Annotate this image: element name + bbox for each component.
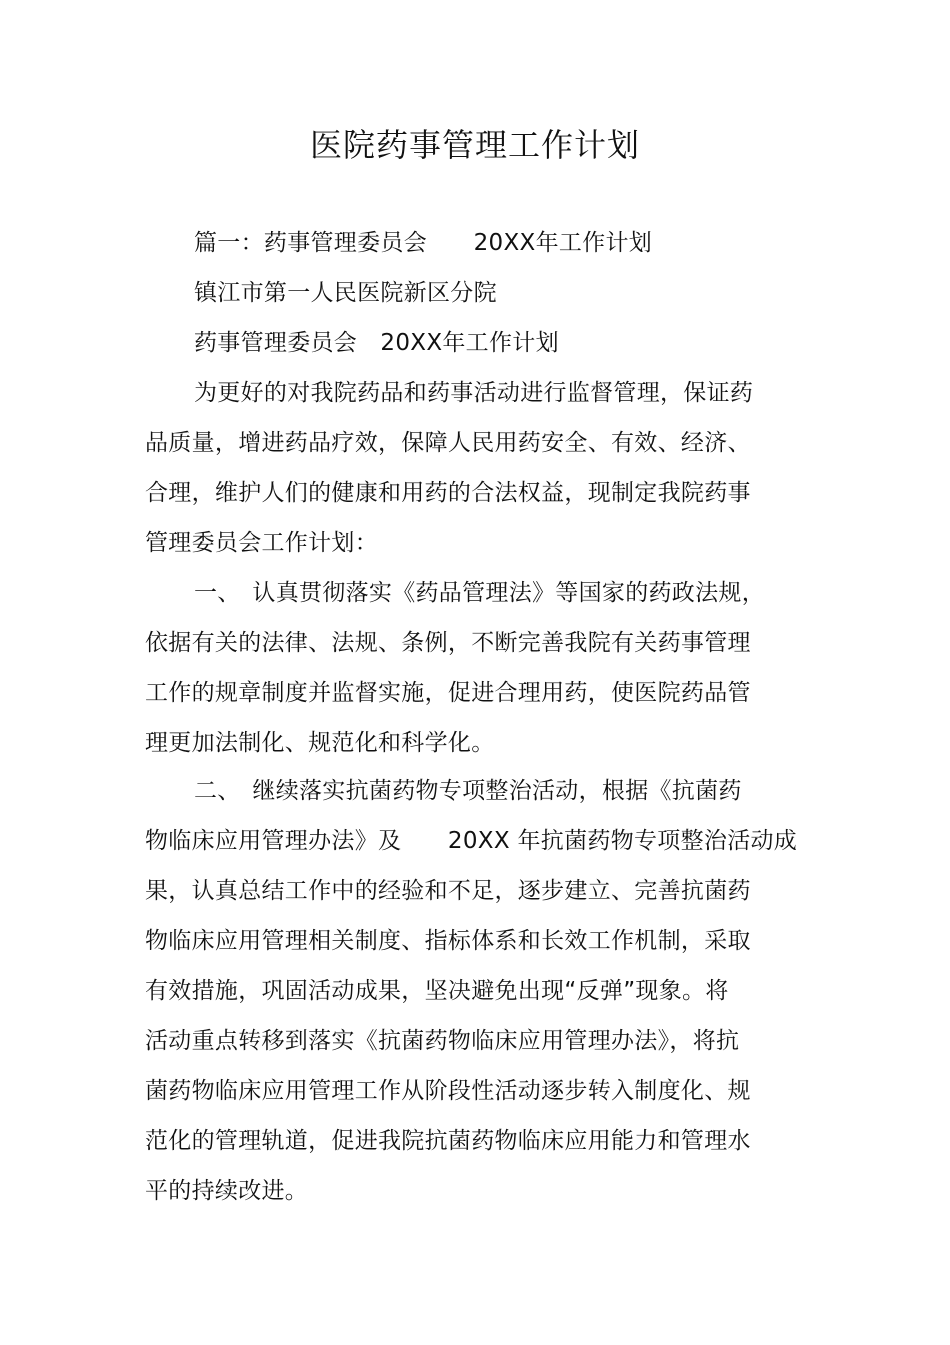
text-line: 工作的规章制度并监督实施，促进合理用药，使医院药品管 [145,680,751,706]
text-line: 合理，维护人们的健康和用药的合法权益，现制定我院药事 [145,480,751,506]
text-line: 二、 继续落实抗菌药物专项整治活动，根据《抗菌药 [194,778,742,804]
text-line: 一、 认真贯彻落实《药品管理法》等国家的药政法规， [194,580,765,606]
text-line: 果，认真总结工作中的经验和不足，逐步建立、完善抗菌药 [145,878,751,904]
text-line: 有效措施，巩固活动成果，坚决避免出现“反弹”现象。将 [145,978,729,1004]
text-line: 依据有关的法律、法规、条例，不断完善我院有关药事管理 [145,630,751,656]
text-line: 品质量，增进药品疗效，保障人民用药安全、有效、经济、 [145,430,751,456]
text-line: 平的持续改进。 [145,1178,309,1204]
document-title: 医院药事管理工作计划 [309,126,640,164]
text-line: 活动重点转移到落实《抗菌药物临床应用管理办法》，将抗 [145,1028,740,1054]
text-line: 为更好的对我院药品和药事活动进行监督管理，保证药 [194,380,754,406]
text-line: 镇江市第一人民医院新区分院 [194,280,497,306]
text-line: 药事管理委员会 20XX年工作计划 [194,330,559,356]
text-line: 篇一：药事管理委员会 20XX年工作计划 [194,230,653,256]
text-line: 物临床应用管理办法》及 20XX 年抗菌药物专项整治活动成 [145,828,798,854]
text-line: 管理委员会工作计划： [145,530,378,556]
text-line: 理更加法制化、规范化和科学化。 [145,730,495,756]
text-line: 范化的管理轨道，促进我院抗菌药物临床应用能力和管理水 [145,1128,751,1154]
text-line: 菌药物临床应用管理工作从阶段性活动逐步转入制度化、规 [145,1078,751,1104]
text-line: 物临床应用管理相关制度、指标体系和长效工作机制，采取 [145,928,751,954]
